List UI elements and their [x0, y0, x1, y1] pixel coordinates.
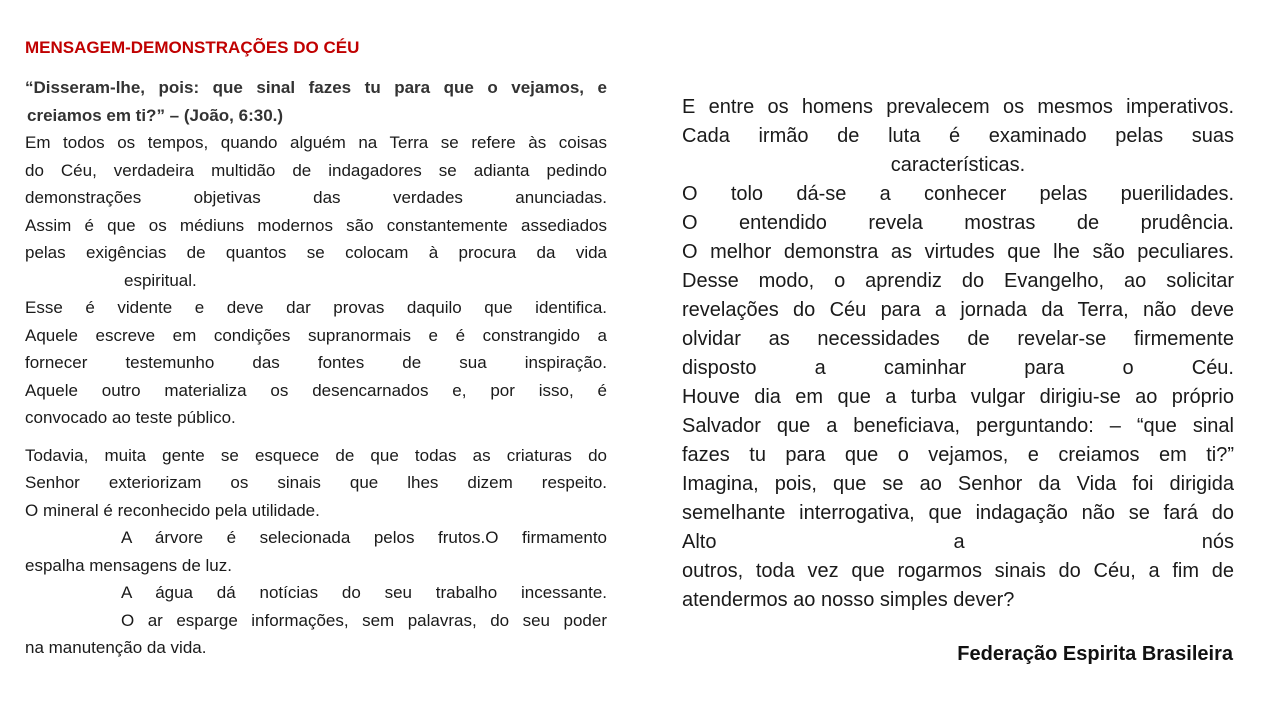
text-line: espalha mensagens de luz. — [25, 555, 232, 575]
text-line: disposto a caminhar para o Céu. — [682, 357, 1234, 379]
quote-reference: creiamos em ti?” – (João, 6:30.) — [27, 105, 284, 125]
text-line: Todavia, muita gente se esquece de que todas as criaturas do — [25, 445, 607, 465]
text-line: Salvador que a beneficiava, perguntando: – “que sinal — [682, 415, 1234, 437]
text-line: características. — [890, 154, 1026, 176]
text-line: fornecer testemunho das fontes de sua inspiração. — [25, 353, 607, 372]
page-title: MENSAGEM-DEMONSTRAÇÕES DO CÉU — [25, 38, 360, 57]
text-line: Desse modo, o aprendiz do Evangelho, ao solicitar — [682, 270, 1234, 292]
paragraph-2 — [25, 294, 607, 432]
text-line: Em todos os tempos, quando alguém na Terra se refere às coisas — [25, 133, 607, 152]
text-line: A água dá notícias do seu trabalho incessante. — [121, 583, 607, 602]
text-line: O melhor demonstra as virtudes que lhe são peculiares. — [682, 241, 1234, 263]
text-line: Assim é que os médiuns modernos são constantemente assediados — [25, 215, 607, 235]
text-line: E entre os homens prevalecem os mesmos imperativos. — [682, 96, 1234, 118]
text-line: olvidar as necessidades de revelar-se firmemente — [682, 328, 1234, 350]
text-line: Imagina, pois, que se ao Senhor da Vida foi dirigida — [682, 473, 1234, 495]
paragraph-3 — [25, 442, 607, 662]
text-line: Senhor exteriorizam os sinais que lhes dizem respeito. — [25, 473, 607, 492]
left-column — [25, 74, 607, 662]
epigraph-quote — [25, 74, 607, 129]
text-line: pelas exigências de quantos se colocam à procura da vida — [25, 243, 607, 262]
text-line: revelações do Céu para a jornada da Terra, não deve — [682, 299, 1234, 321]
text-line: Houve dia em que a turba vulgar dirigiu-se ao próprio — [682, 386, 1234, 408]
text-line: Esse é vidente e deve dar provas daquilo que identifica. — [25, 298, 607, 317]
paragraph-1 — [25, 129, 607, 294]
text-line: demonstrações objetivas das verdades anunciadas. — [25, 188, 607, 207]
text-line: outros, toda vez que rogarmos sinais do Céu, a fim de — [682, 560, 1234, 582]
text-line: na manutenção da vida. — [25, 638, 207, 657]
text-line: semelhante interrogativa, que indagação não se fará do — [682, 502, 1234, 524]
quote-line: “Disseram-lhe, pois: que sinal fazes tu para que o vejamos, e — [25, 78, 607, 97]
text-line: O tolo dá-se a conhecer pelas puerilidades. — [682, 183, 1234, 205]
text-line: Cada irmão de luta é examinado pelas suas — [682, 125, 1234, 147]
text-line: O mineral é reconhecido pela utilidade. — [25, 500, 320, 520]
text-line: O entendido revela mostras de prudência. — [682, 212, 1234, 234]
text-line: Alto a nós — [682, 531, 1234, 553]
text-line: espiritual. — [124, 270, 197, 290]
text-line: A árvore é selecionada pelos frutos.O firmamento — [121, 528, 607, 547]
text-line: do Céu, verdadeira multidão de indagadores se adianta pedindo — [25, 160, 607, 180]
text-line: Aquele outro materializa os desencarnados e, por isso, é — [25, 380, 607, 400]
text-line: Aquele escreve em condições supranormais e é constrangido a — [25, 325, 607, 345]
signature: Federação Espirita Brasileira — [957, 643, 1233, 665]
text-line: convocado ao teste público. — [25, 408, 236, 427]
text-line: atendermos ao nosso simples dever? — [682, 589, 1015, 611]
text-line: O ar esparge informações, sem palavras, do seu poder — [121, 610, 607, 630]
text-line: fazes tu para que o vejamos, e creiamos em ti?” — [682, 444, 1234, 466]
right-column — [682, 93, 1234, 615]
